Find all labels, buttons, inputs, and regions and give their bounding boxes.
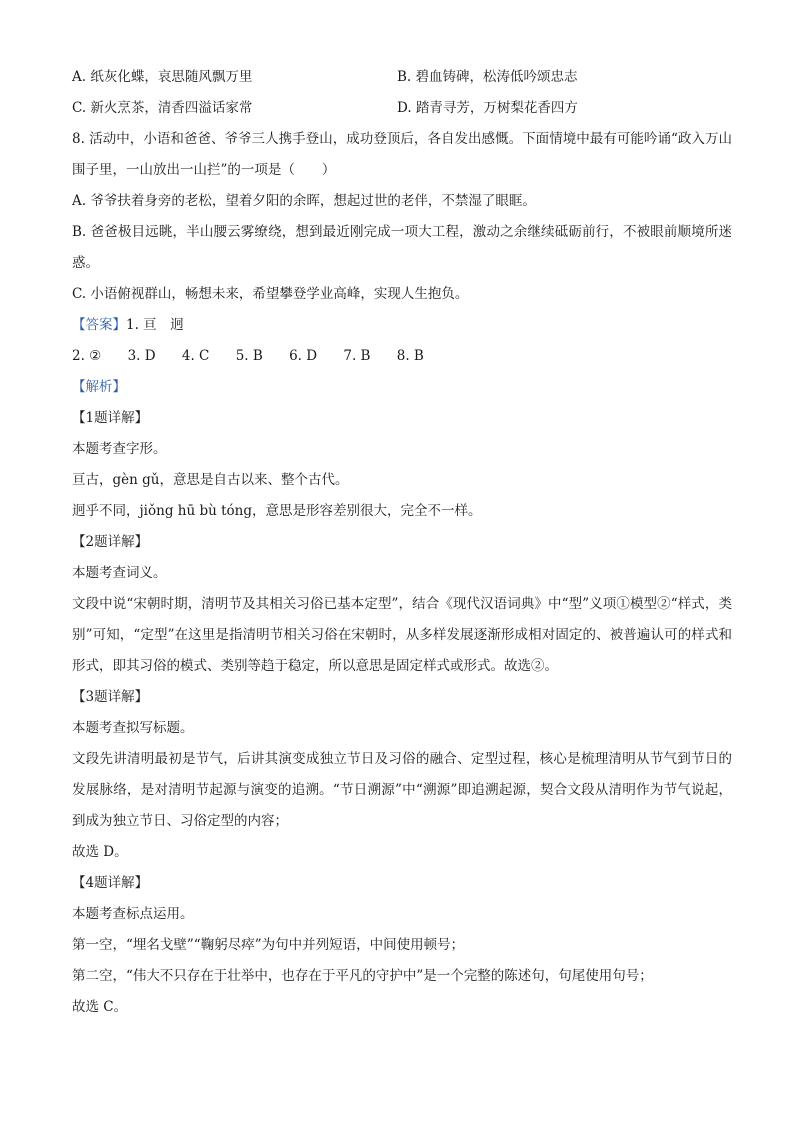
- section-heading-3: 【3题详解】: [72, 689, 149, 705]
- section-2-para: 本题考查词义。: [72, 565, 167, 581]
- q8-option-b: B. 爸爸极目远眺，半山腰云雾缭绕，想到最近刚完成一项大工程，激动之余继续砥砺前行，不被眼前顺境所迷惑。: [72, 224, 732, 271]
- q7-option-a: A. 纸灰化蝶，哀思随风飘万里: [72, 69, 253, 85]
- answer-item: 7. B: [343, 348, 371, 364]
- section-4-para: 故选 C。: [72, 999, 128, 1015]
- document-page: [72, 62, 732, 1023]
- answer-item: 2. ②: [72, 348, 102, 364]
- q7-options-row-1: [72, 62, 732, 93]
- section-4-para: 第一空，“埋名戈壁”“鞠躬尽瘁”为句中并列短语，中间使用顿号；: [72, 937, 465, 953]
- section-heading-4: 【4题详解】: [72, 875, 149, 891]
- q8-stem: 8. 活动中，小语和爸爸、爷爷三人携手登山，成功登顶后，各自发出感慨。下面情境中最有可能吟诵“政入万山围子里，一山放出一山拦”的一项是（ ）: [72, 131, 732, 178]
- analysis-label: 【解析】: [72, 379, 126, 395]
- answer-first: 1. 亘 迥: [126, 317, 184, 333]
- section-2-para: 文段中说“宋朝时期，清明节及其相关习俗已基本定型”，结合《现代汉语词典》中“型”义项①模型②“样式，类别”可知，“定型”在这里是指清明节相关习俗在宋朝时，从多样发展逐渐形成相对固定的、被普遍认可的样式和形式，即其习俗的模式、类别等趋于稳定，所以意思是固定样式或形式。故选②。: [72, 596, 732, 674]
- section-heading-1: 【1题详解】: [72, 410, 149, 426]
- q8-option-a: A. 爷爷扶着身旁的老松，望着夕阳的余晖，想起过世的老伴，不禁湿了眼眶。: [72, 193, 536, 209]
- section-4-para: 第二空，“伟大不只存在于壮举中，也存在于平凡的守护中”是一个完整的陈述句，句尾使用句号；: [72, 968, 653, 984]
- section-1-para: 迥乎不同，jiǒng hū bù tóng，意思是形容差别很大，完全不一样。: [72, 503, 482, 519]
- answer-line: [72, 310, 732, 341]
- section-3-para: 故选 D。: [72, 844, 128, 860]
- answer-item: 4. C: [181, 348, 210, 364]
- section-3-para: 本题考查拟写标题。: [72, 720, 194, 736]
- q7-option-c: C. 新火烹茶，清香四溢话家常: [72, 100, 253, 116]
- q7-options-row-2: [72, 93, 732, 124]
- answer-item: 3. D: [127, 348, 156, 364]
- section-1-para: 亘古，gèn gǔ，意思是自古以来、整个古代。: [72, 472, 349, 488]
- answer-list: [72, 341, 732, 372]
- q8-option-c: C. 小语俯视群山，畅想未来，希望攀登学业高峰，实现人生抱负。: [72, 286, 469, 302]
- answer-item: 8. B: [396, 348, 424, 364]
- q7-option-b: B. 碧血铸碑，松涛低吟颂忠志: [397, 69, 578, 85]
- section-3-para: 文段先讲清明最初是节气，后讲其演变成独立节日及习俗的融合、定型过程，核心是梳理清明从节气到节日的发展脉络，是对清明节起源与演变的追溯。“节日溯源”中“溯源”即追溯起源，契合文段从清明作为节气说起，到成为独立节日、习俗定型的内容；: [72, 751, 732, 829]
- q7-option-d: D. 踏青寻芳，万树梨花香四方: [397, 100, 578, 116]
- answer-item: 6. D: [289, 348, 318, 364]
- section-heading-2: 【2题详解】: [72, 534, 149, 550]
- section-4-para: 本题考查标点运用。: [72, 906, 194, 922]
- section-1-para: 本题考查字形。: [72, 441, 167, 457]
- answer-label: 【答案】: [72, 317, 126, 333]
- answer-item: 5. B: [235, 348, 263, 364]
